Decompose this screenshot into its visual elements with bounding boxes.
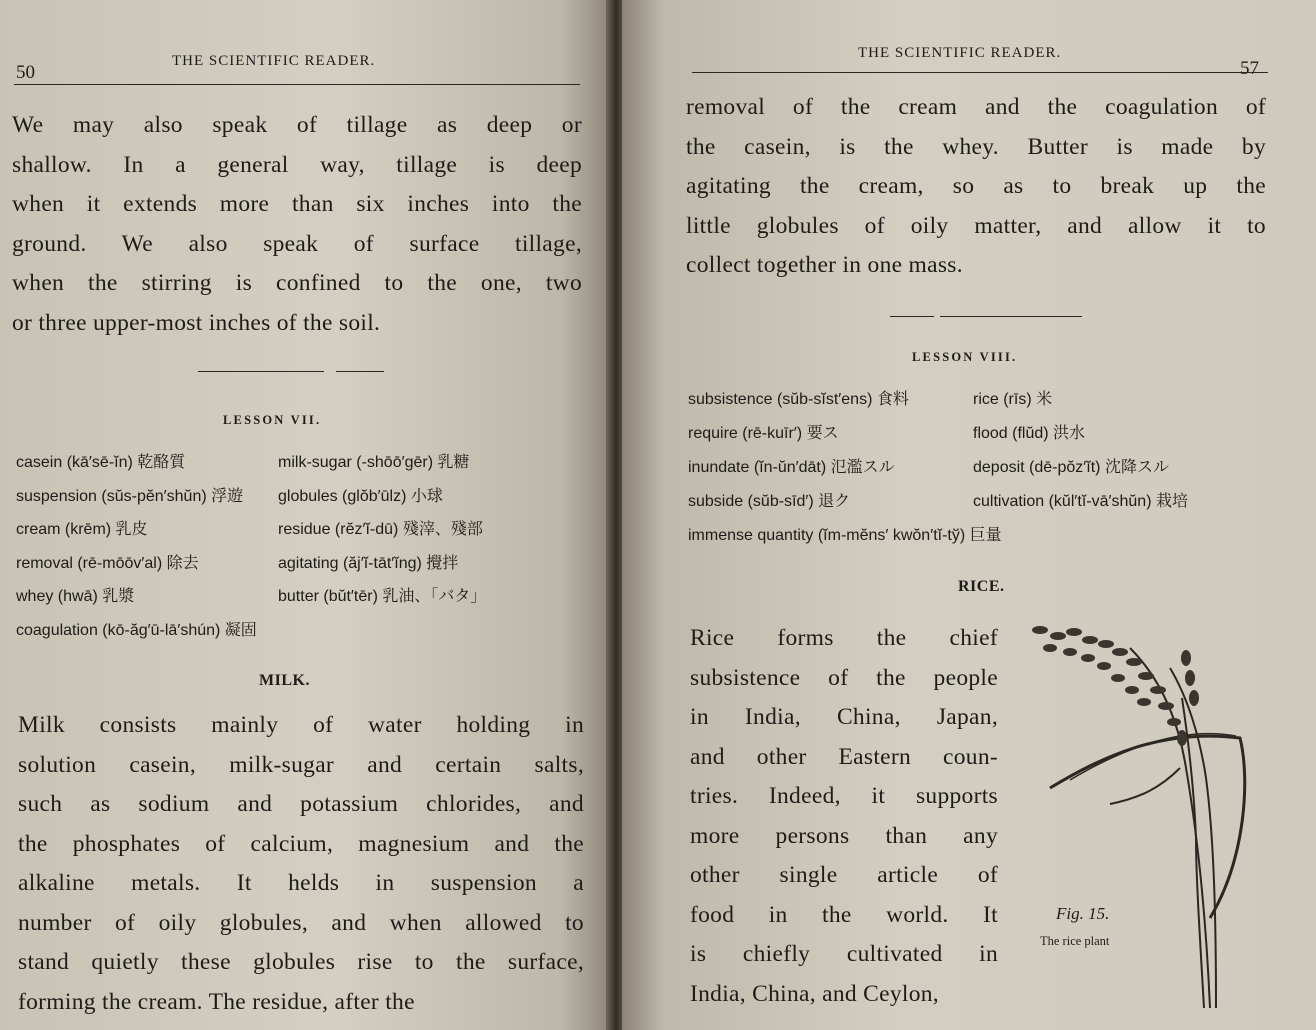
text-line: the casein, is the whey. Butter is made by — [686, 133, 1266, 160]
section-divider — [336, 371, 384, 372]
vocabulary-entry: deposit (dē-pŏz′ĭt) 沈降スル — [973, 459, 1169, 476]
page-number: 50 — [16, 62, 35, 83]
rice-plant-illustration — [1010, 618, 1270, 1010]
running-head: THE SCIENTIFIC READER. — [858, 45, 1062, 61]
text-line: subsistence of the people — [690, 664, 998, 691]
left-page — [0, 0, 610, 1030]
text-line: India, China, and Ceylon, — [690, 980, 939, 1007]
text-line: agitating the cream, so as to break up the — [686, 173, 1266, 199]
section-divider — [890, 316, 934, 317]
header-rule — [692, 72, 1268, 73]
text-line: food in the world. It — [690, 901, 998, 928]
text-line: alkaline metals. It helds in suspension a — [18, 870, 584, 896]
vocabulary-entry: subside (sŭb-sīd′) 退ク — [688, 493, 851, 510]
text-line: Milk consists mainly of water holding in — [18, 712, 584, 738]
section-title: MILK. — [259, 672, 310, 689]
vocabulary-entry: subsistence (sŭb-sĭst′ens) 食料 — [688, 391, 909, 408]
intro-paragraph — [686, 88, 1266, 286]
section-title: RICE. — [958, 578, 1005, 595]
vocabulary-column-left — [16, 446, 257, 647]
vocabulary-entry: cultivation (kŭl′tĭ-vā′shŭn) 栽培 — [973, 493, 1188, 510]
text-line: when the stirring is confined to the one, two — [12, 270, 582, 296]
vocabulary-entry: immense quantity (ĭm-mĕns′ kwŏn′tĭ-tў) 巨量 — [688, 527, 1002, 544]
text-line: or three upper-most inches of the soil. — [12, 309, 381, 336]
lesson-title: LESSON VII. — [223, 413, 322, 427]
vocabulary-entry: butter (bŭt′tēr) 乳油、「バタ」 — [278, 588, 487, 605]
vocabulary-column-left — [688, 383, 1002, 553]
body-paragraph — [690, 618, 998, 1013]
vocabulary-entry: whey (hwā) 乳漿 — [16, 588, 135, 605]
vocabulary-entry: milk-sugar (-shōō′gēr) 乳糖 — [278, 454, 470, 471]
vocabulary-entry: suspension (sŭs-pĕn′shŭn) 浮遊 — [16, 487, 244, 505]
figure-subcaption: The rice plant — [1040, 934, 1110, 948]
vocabulary-entry: cream (krēm) 乳皮 — [16, 521, 148, 538]
text-line: removal of the cream and the coagulation of — [686, 94, 1266, 120]
vocabulary-entry: inundate (ĭn-ŭn′dāt) 氾濫スル — [688, 459, 895, 476]
text-line: ground. We also speak of surface tillage, — [12, 230, 582, 257]
text-line: collect together in one mass. — [686, 252, 963, 278]
vocabulary-entry: globules (glŏb′ūlz) 小球 — [278, 487, 443, 505]
vocabulary-entry: coagulation (kō-ăg′ū-lā′shún) 凝固 — [16, 621, 257, 639]
vocabulary-entry: residue (rĕz′ĭ-dū) 殘滓、殘部 — [278, 521, 483, 538]
intro-paragraph — [12, 106, 582, 343]
section-divider — [940, 316, 1082, 317]
page-number: 57 — [1240, 58, 1259, 79]
text-line: in India, China, Japan, — [690, 704, 998, 730]
lesson-title: LESSON VIII. — [912, 350, 1018, 364]
header-rule — [14, 84, 580, 85]
text-line: the phosphates of calcium, magnesium and the — [18, 830, 584, 857]
figure-caption: Fig. 15. — [1056, 904, 1110, 923]
vocabulary-entry: removal (rē-mōōv′al) 除去 — [16, 554, 199, 572]
vocabulary-entry: require (rē-kuīr′) 要ス — [688, 425, 839, 442]
text-line: We may also speak of tillage as deep or — [12, 112, 582, 138]
text-line: little globules of oily matter, and allow it to — [686, 212, 1266, 239]
text-line: more persons than any — [690, 822, 998, 849]
vocabulary-entry: flood (flŭd) 洪水 — [973, 425, 1086, 442]
text-line: stand quietly these globules rise to the surface, — [18, 949, 584, 975]
body-paragraph — [18, 706, 584, 1022]
right-page — [622, 0, 1316, 1030]
text-line: forming the cream. The residue, after the — [18, 988, 415, 1015]
text-line: is chiefly cultivated in — [690, 941, 998, 967]
vocabulary-entry: casein (kā′sē-ĭn) 乾酪質 — [16, 454, 186, 471]
text-line: number of oily globules, and when allowed to — [18, 909, 584, 936]
text-line: tries. Indeed, it supports — [690, 783, 998, 809]
vocabulary-entry: rice (rīs) 米 — [973, 391, 1053, 408]
vocabulary-column-right — [278, 446, 486, 614]
text-line: when it extends more than six inches into the — [12, 191, 582, 217]
text-line: solution casein, milk-sugar and certain salts, — [18, 751, 584, 778]
text-line: Rice forms the chief — [690, 625, 998, 651]
text-line: and other Eastern coun- — [690, 743, 998, 770]
vocabulary-column-right — [973, 383, 1188, 519]
running-head: THE SCIENTIFIC READER. — [172, 53, 376, 69]
text-line: shallow. In a general way, tillage is deep — [12, 151, 582, 178]
text-line: other single article of — [690, 862, 998, 888]
vocabulary-entry: agitating (ăj′ĭ-tāt′ĭng) 攪拌 — [278, 554, 459, 572]
text-line: such as sodium and potassium chlorides, and — [18, 791, 584, 817]
section-divider — [198, 371, 324, 372]
